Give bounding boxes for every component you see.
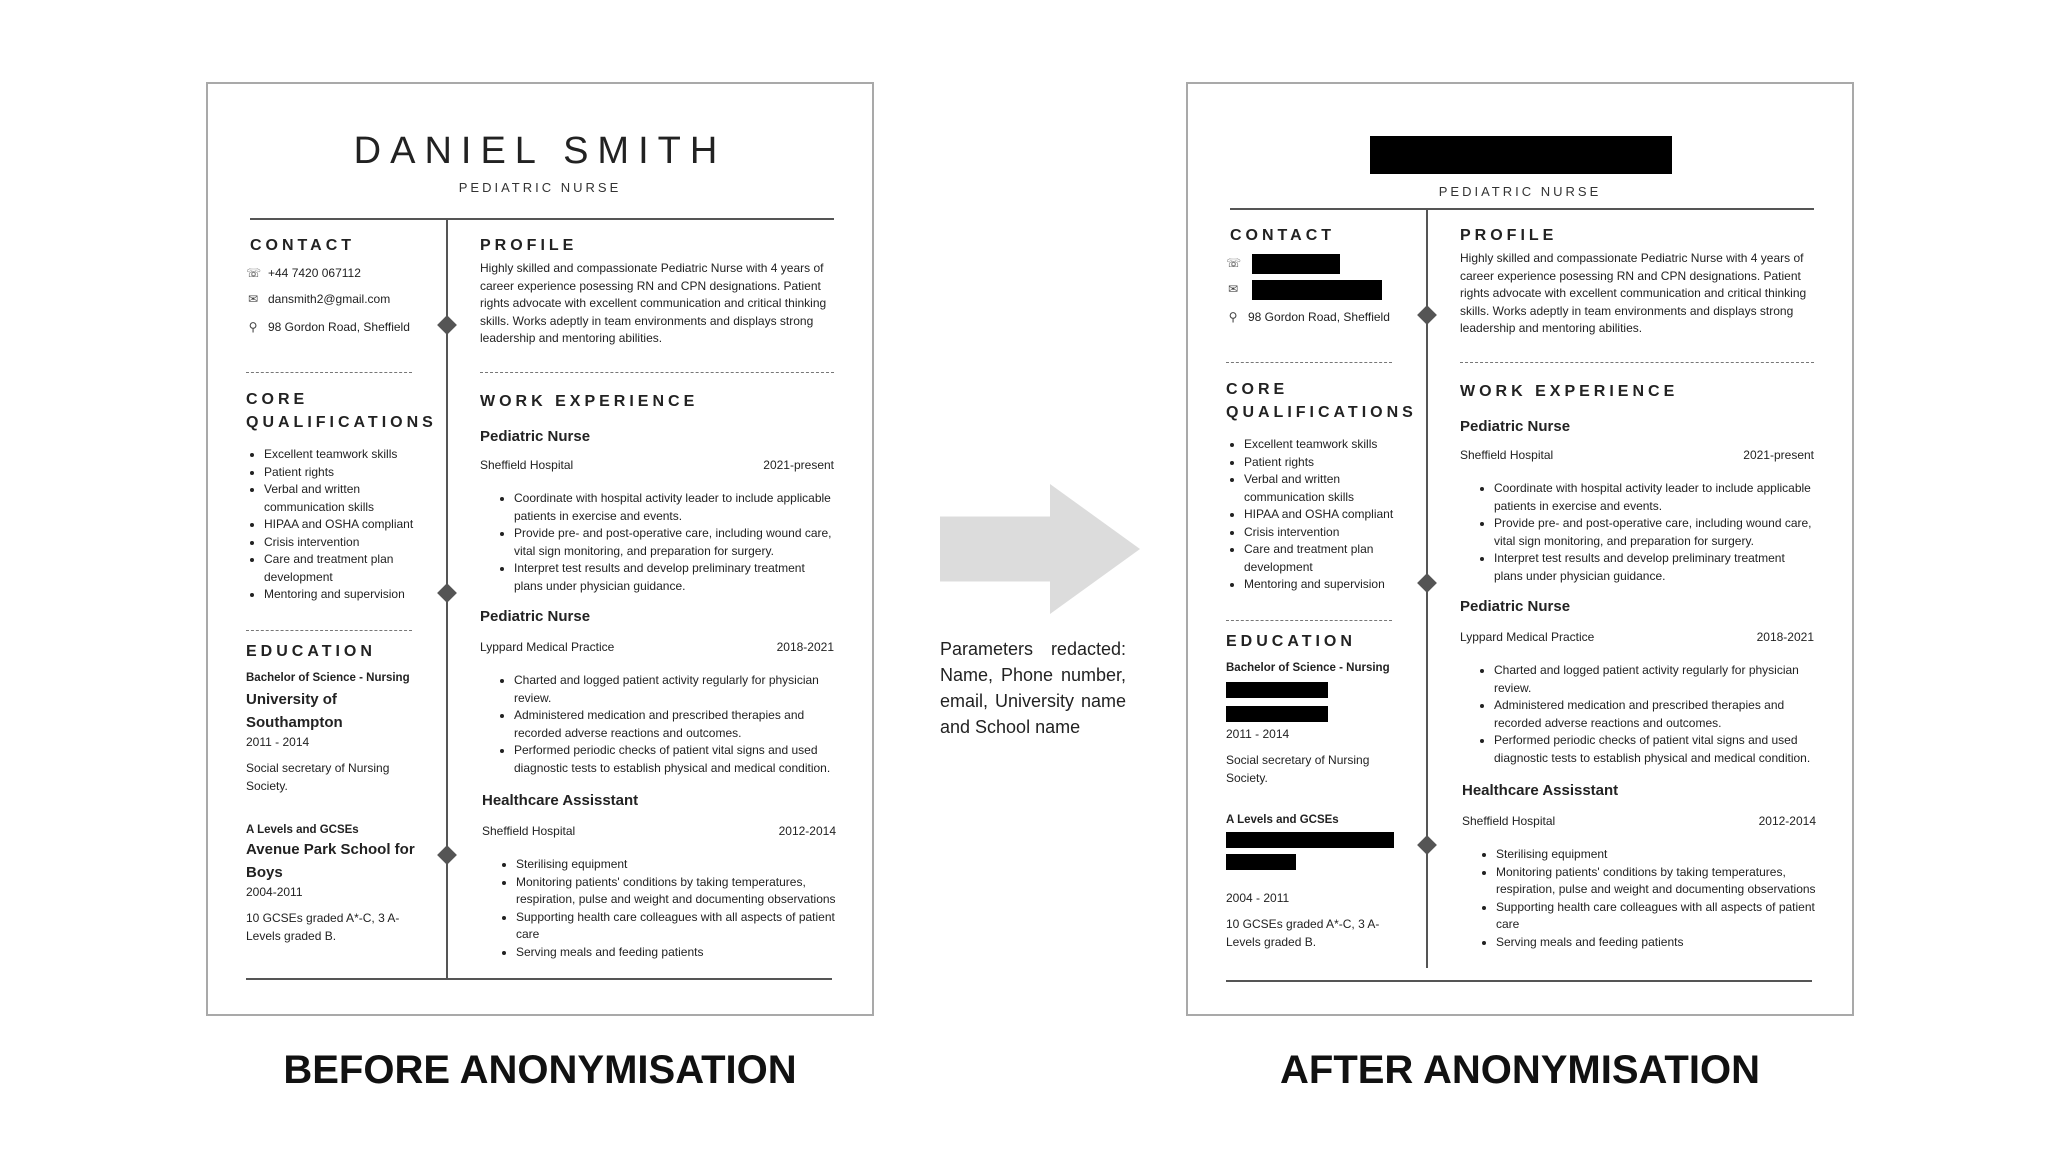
caption-after: AFTER ANONYMISATION xyxy=(1280,1048,1760,1092)
contact-phone xyxy=(1226,256,1248,270)
job-1-dates: 2021-present xyxy=(1743,448,1814,462)
work-heading: WORK EXPERIENCE xyxy=(480,393,699,410)
list-item: • Care and treatment plan development xyxy=(1244,541,1406,576)
list-item: • Mentoring and supervision xyxy=(264,586,426,604)
redaction-note: Parameters redacted: Name, Phone number, email, University name and School name xyxy=(940,639,1126,737)
list-item: • Administered medication and prescribed therapies and recorded adverse reactions and outcomes. xyxy=(514,707,836,742)
qualifications-heading: CORE QUALIFICATIONS xyxy=(246,391,437,431)
profile-text: Highly skilled and compassionate Pediatric Nurse with 4 years of career experience posessing RN and CPN designations. Patient rights advocate with excellent communication and critical thinking skills. Works adeptly in team environments and displays strong leadership and mentoring abilities. xyxy=(480,261,827,345)
list-item: • Verbal and written communication skills xyxy=(1244,471,1406,506)
list-item: • Administered medication and prescribed therapies and recorded adverse reactions and outcomes. xyxy=(1494,697,1816,732)
list-item: • Excellent teamwork skills xyxy=(264,446,426,464)
list-item: • Coordinate with hospital activity leader to include applicable patients in exercise and events. xyxy=(514,490,836,525)
resume-name: DANIEL SMITH xyxy=(353,130,727,172)
contact-address xyxy=(246,320,410,334)
list-item: • Sterilising equipment xyxy=(1496,846,1818,864)
list-item: • Verbal and written communication skills xyxy=(264,481,426,516)
list-item: • Supporting health care colleagues with all aspects of patient care xyxy=(1496,899,1818,934)
job-2-title: Pediatric Nurse xyxy=(1460,598,1571,615)
section-divider xyxy=(1226,362,1392,363)
list-item: • HIPAA and OSHA compliant xyxy=(264,516,426,534)
list-item: • Coordinate with hospital activity leader to include applicable patients in exercise and events. xyxy=(1494,480,1816,515)
job-3-bullets xyxy=(1478,846,1818,951)
contact-email xyxy=(246,292,390,306)
profile-heading: PROFILE xyxy=(1460,227,1558,244)
redacted-school-1 xyxy=(1226,706,1328,722)
job-1-place: Sheffield Hospital xyxy=(480,458,574,472)
section-divider xyxy=(480,372,834,373)
job-3-bullets xyxy=(498,856,838,961)
contact-heading: CONTACT xyxy=(1230,227,1336,244)
redacted-email xyxy=(1252,280,1382,300)
job-2-place: Lyppard Medical Practice xyxy=(1460,630,1595,644)
location-pin-icon: ⚲ xyxy=(1228,310,1238,324)
job-1-row xyxy=(480,458,834,472)
location-pin-icon: ⚲ xyxy=(248,320,258,334)
list-item: • Charted and logged patient activity regularly for physician review. xyxy=(1494,662,1816,697)
degree-2: A Levels and GCSEs xyxy=(246,824,359,836)
contact-email xyxy=(1226,282,1248,296)
divider-diamond xyxy=(1417,305,1437,325)
list-item: • Mentoring and supervision xyxy=(1244,576,1406,594)
list-item: • Patient rights xyxy=(264,464,426,482)
degree-1: Bachelor of Science - Nursing xyxy=(246,672,410,684)
redacted-school-2 xyxy=(1226,832,1394,848)
qualifications-list xyxy=(1226,436,1406,594)
resume-before xyxy=(206,82,874,1016)
profile-heading: PROFILE xyxy=(480,237,578,254)
job-2-dates: 2018-2021 xyxy=(1756,630,1814,644)
contact-email-text: dansmith2@gmail.com xyxy=(268,292,391,306)
contact-address-text: 98 Gordon Road, Sheffield xyxy=(268,320,410,334)
list-item: • Provide pre- and post-operative care, including wound care, vital sign monitoring, and preparation for surgery. xyxy=(1494,515,1816,550)
job-1-title: Pediatric Nurse xyxy=(480,428,591,445)
list-item: • Crisis intervention xyxy=(1244,524,1406,542)
list-item: • Interpret test results and develop preliminary treatment plans under physician guidance. xyxy=(1494,550,1816,585)
arrow-right-icon xyxy=(940,484,1140,614)
job-3-place: Sheffield Hospital xyxy=(1462,814,1556,828)
header-divider xyxy=(250,218,834,220)
job-3-dates: 2012-2014 xyxy=(1758,814,1816,828)
work-heading: WORK EXPERIENCE xyxy=(1460,383,1679,400)
list-item: • Monitoring patients' conditions by taking temperatures, respiration, pulse and weight and documenting observations xyxy=(1496,864,1818,899)
section-divider xyxy=(1226,620,1392,621)
resume-after xyxy=(1186,82,1854,1016)
list-item: • Crisis intervention xyxy=(264,534,426,552)
list-item: • Provide pre- and post-operative care, including wound care, vital sign monitoring, and preparation for surgery. xyxy=(514,525,836,560)
note-1: Social secretary of Nursing Society. xyxy=(246,761,390,793)
list-item: • Performed periodic checks of patient vital signs and used diagnostic tests to establish physical and medical condition. xyxy=(1494,732,1816,767)
divider-diamond xyxy=(437,583,457,603)
contact-phone-text: +44 7420 067112 xyxy=(268,266,361,280)
job-1-title: Pediatric Nurse xyxy=(1460,418,1571,435)
phone-icon: ☏ xyxy=(246,266,262,280)
list-item: • Care and treatment plan development xyxy=(264,551,426,586)
list-item: • HIPAA and OSHA compliant xyxy=(1244,506,1406,524)
footer-divider xyxy=(246,978,832,980)
phone-icon: ☏ xyxy=(1226,256,1242,270)
divider-diamond xyxy=(1417,573,1437,593)
list-item: • Sterilising equipment xyxy=(516,856,838,874)
redacted-school-2 xyxy=(1226,854,1296,870)
job-2-place: Lyppard Medical Practice xyxy=(480,640,615,654)
job-2-row xyxy=(480,640,834,654)
note-2: 10 GCSEs graded A*-C, 3 A-Levels graded B. xyxy=(246,911,400,943)
degree-1: Bachelor of Science - Nursing xyxy=(1226,662,1390,674)
list-item: • Supporting health care colleagues with all aspects of patient care xyxy=(516,909,838,944)
list-item: • Patient rights xyxy=(1244,454,1406,472)
education-heading: EDUCATION xyxy=(246,643,376,660)
qualifications-heading: CORE QUALIFICATIONS xyxy=(1226,381,1417,421)
job-3-title: Healthcare Assisstant xyxy=(482,792,639,809)
resume-job-title: PEDIATRIC NURSE xyxy=(458,180,622,195)
divider-diamond xyxy=(1417,835,1437,855)
contact-heading: CONTACT xyxy=(250,237,356,254)
list-item: • Serving meals and feeding patients xyxy=(1496,934,1818,952)
job-3-row xyxy=(1462,814,1816,828)
caption-before: BEFORE ANONYMISATION xyxy=(283,1048,797,1092)
section-divider xyxy=(246,630,412,631)
job-1-bullets xyxy=(1476,480,1816,585)
section-divider xyxy=(1460,362,1814,363)
divider-diamond xyxy=(437,845,457,865)
job-1-place: Sheffield Hospital xyxy=(1460,448,1554,462)
section-divider xyxy=(246,372,412,373)
list-item: • Excellent teamwork skills xyxy=(1244,436,1406,454)
job-3-row xyxy=(482,824,836,838)
profile-text: Highly skilled and compassionate Pediatric Nurse with 4 years of career experience posessing RN and CPN designations. Patient rights advocate with excellent communication and critical thinking skills. Works adeptly in team environments and displays strong leadership and mentoring abilities. xyxy=(1460,251,1807,335)
job-2-bullets xyxy=(496,672,836,777)
job-2-title: Pediatric Nurse xyxy=(480,608,591,625)
education-heading: EDUCATION xyxy=(1226,633,1356,650)
note-1: Social secretary of Nursing Society. xyxy=(1226,753,1370,785)
job-1-row xyxy=(1460,448,1814,462)
job-1-dates: 2021-present xyxy=(763,458,834,472)
divider-diamond xyxy=(437,315,457,335)
qualifications-list xyxy=(246,446,426,604)
redacted-phone xyxy=(1252,254,1340,274)
job-2-row xyxy=(1460,630,1814,644)
years-1: 2011 - 2014 xyxy=(1226,727,1290,741)
contact-address xyxy=(1226,310,1390,324)
list-item: • Performed periodic checks of patient vital signs and used diagnostic tests to establish physical and medical condition. xyxy=(514,742,836,777)
note-2: 10 GCSEs graded A*-C, 3 A-Levels graded B. xyxy=(1226,917,1380,949)
redacted-school-1 xyxy=(1226,682,1328,698)
list-item: • Charted and logged patient activity regularly for physician review. xyxy=(514,672,836,707)
contact-address-text: 98 Gordon Road, Sheffield xyxy=(1248,310,1390,324)
job-2-dates: 2018-2021 xyxy=(776,640,834,654)
header-divider xyxy=(1230,208,1814,210)
years-1: 2011 - 2014 xyxy=(246,735,310,749)
contact-phone xyxy=(246,266,361,280)
degree-2: A Levels and GCSEs xyxy=(1226,814,1339,826)
mail-icon: ✉ xyxy=(247,292,259,306)
job-3-title: Healthcare Assisstant xyxy=(1462,782,1619,799)
job-1-bullets xyxy=(496,490,836,595)
mail-icon: ✉ xyxy=(1227,282,1239,296)
job-3-place: Sheffield Hospital xyxy=(482,824,576,838)
job-2-bullets xyxy=(1476,662,1816,767)
list-item: • Interpret test results and develop preliminary treatment plans under physician guidance. xyxy=(514,560,836,595)
school-1: University of Southampton xyxy=(246,691,343,731)
list-item: • Serving meals and feeding patients xyxy=(516,944,838,962)
redacted-name xyxy=(1370,136,1672,174)
job-3-dates: 2012-2014 xyxy=(778,824,836,838)
years-2: 2004-2011 xyxy=(246,885,303,899)
school-2: Avenue Park School for Boys xyxy=(246,841,415,881)
footer-divider xyxy=(1226,980,1812,982)
list-item: • Monitoring patients' conditions by taking temperatures, respiration, pulse and weight and documenting observations xyxy=(516,874,838,909)
resume-job-title: PEDIATRIC NURSE xyxy=(1438,184,1602,199)
years-2: 2004 - 2011 xyxy=(1226,891,1290,905)
